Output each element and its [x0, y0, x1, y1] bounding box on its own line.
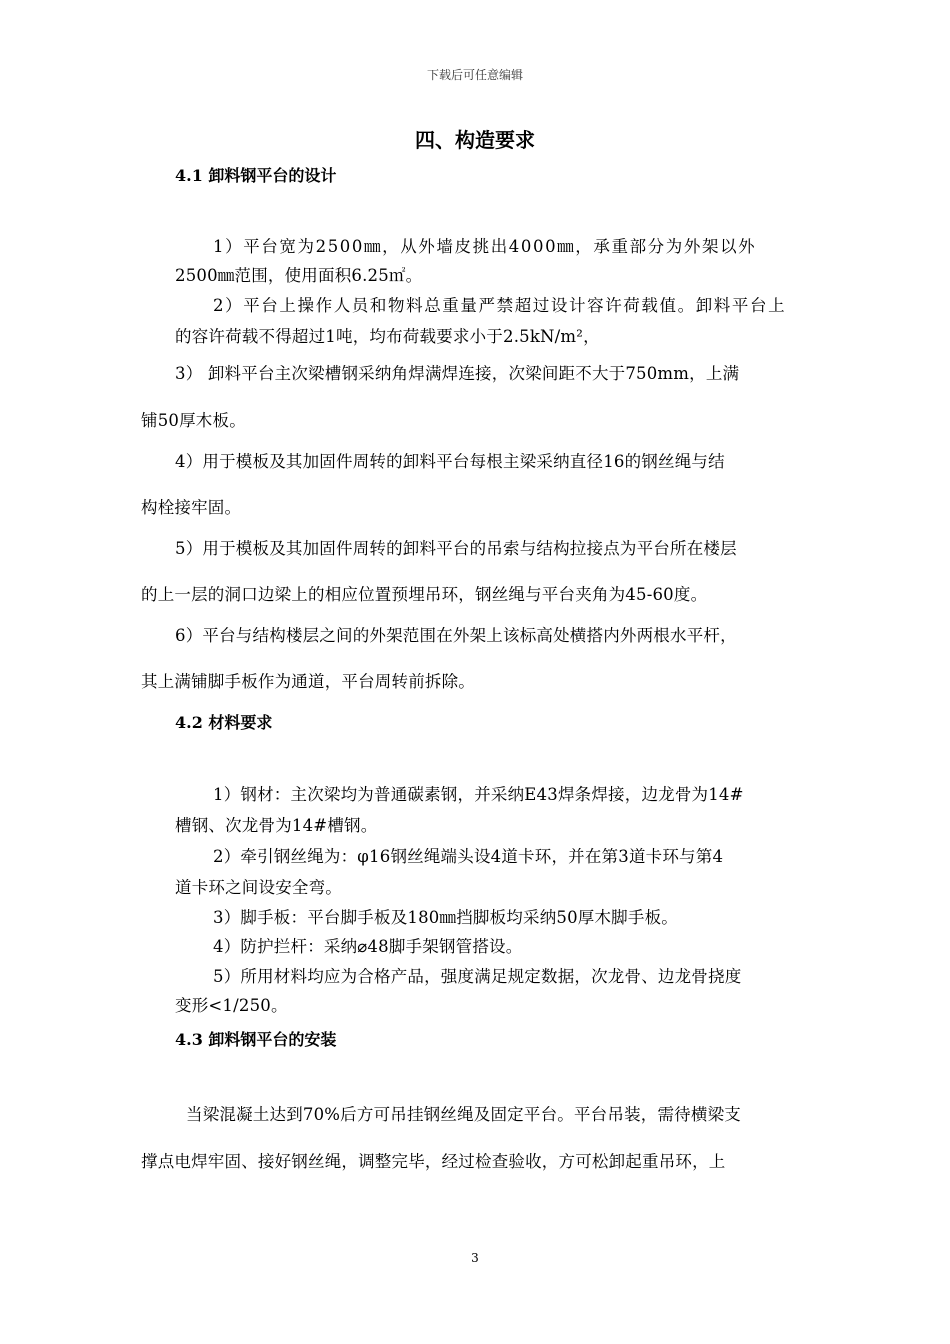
paragraph-line: 的容许荷载不得超过1吨，均布荷载要求小于2.5kN/m²，	[175, 327, 600, 346]
paragraph-line: 4）用于模板及其加固件周转的卸料平台每根主梁采纳直径16的钢丝绳与结	[175, 452, 725, 471]
paragraph-line: 其上满铺脚手板作为通道，平台周转前拆除。	[141, 672, 475, 691]
paragraph-line: 2500㎜范围，使用面积6.25㎡。	[175, 266, 423, 285]
paragraph-line: 当梁混凝土达到70%后方可吊挂钢丝绳及固定平台。平台吊装，需待横梁支	[186, 1105, 741, 1124]
paragraph-line: 的上一层的洞口边梁上的相应位置预埋吊环，钢丝绳与平台夹角为45-60度。	[141, 585, 708, 604]
paragraph-line: 道卡环之间设安全弯。	[175, 878, 342, 897]
paragraph-line: 构栓接牢固。	[141, 498, 242, 517]
heading-4-1: 4.1 卸料钢平台的设计	[175, 166, 337, 185]
paragraph-line: 5）所用材料均应为合格产品，强度满足规定数据，次龙骨、边龙骨挠度	[213, 967, 742, 986]
page-number: 3	[471, 1251, 479, 1265]
paragraph-line: 2）牵引钢丝绳为：φ16钢丝绳端头设4道卡环，并在第3道卡环与第4	[213, 847, 724, 866]
paragraph-line: 3） 卸料平台主次梁槽钢采纳角焊满焊连接，次梁间距不大于750mm，上满	[175, 364, 740, 383]
page-header: 下载后可任意编辑	[426, 68, 523, 82]
paragraph-line: 4）防护拦杆：采纳⌀48脚手架钢管搭设。	[213, 937, 523, 956]
paragraph-line: 2）平台上操作人员和物料总重量严禁超过设计容许荷载值。卸料平台上	[213, 296, 787, 315]
paragraph-line: 3）脚手板：平台脚手板及180㎜挡脚板均采纳50厚木脚手板。	[213, 908, 678, 927]
paragraph-line: 槽钢、次龙骨为14#槽钢。	[175, 816, 378, 835]
heading-4-2: 4.2 材料要求	[175, 713, 273, 732]
paragraph-line: 变形<1/250。	[175, 996, 288, 1015]
paragraph-line: 5）用于模板及其加固件周转的卸料平台的吊索与结构拉接点为平台所在楼层	[175, 539, 737, 558]
paragraph-line: 1）平台宽为2500㎜，从外墙皮挑出4000㎜，承重部分为外架以外	[213, 237, 757, 256]
paragraph-line: 1）钢材：主次梁均为普通碳素钢，并采纳E43焊条焊接，边龙骨为14#	[213, 785, 744, 804]
paragraph-line: 撑点电焊牢固、接好钢丝绳，调整完毕，经过检查验收，方可松卸起重吊环，上	[141, 1152, 726, 1171]
section-title: 四、构造要求	[415, 128, 535, 152]
paragraph-line: 6）平台与结构楼层之间的外架范围在外架上该标高处横搭内外两根水平杆，	[175, 626, 737, 645]
heading-4-3: 4.3 卸料钢平台的安装	[175, 1030, 337, 1049]
paragraph-line: 铺50厚木板。	[141, 411, 246, 430]
